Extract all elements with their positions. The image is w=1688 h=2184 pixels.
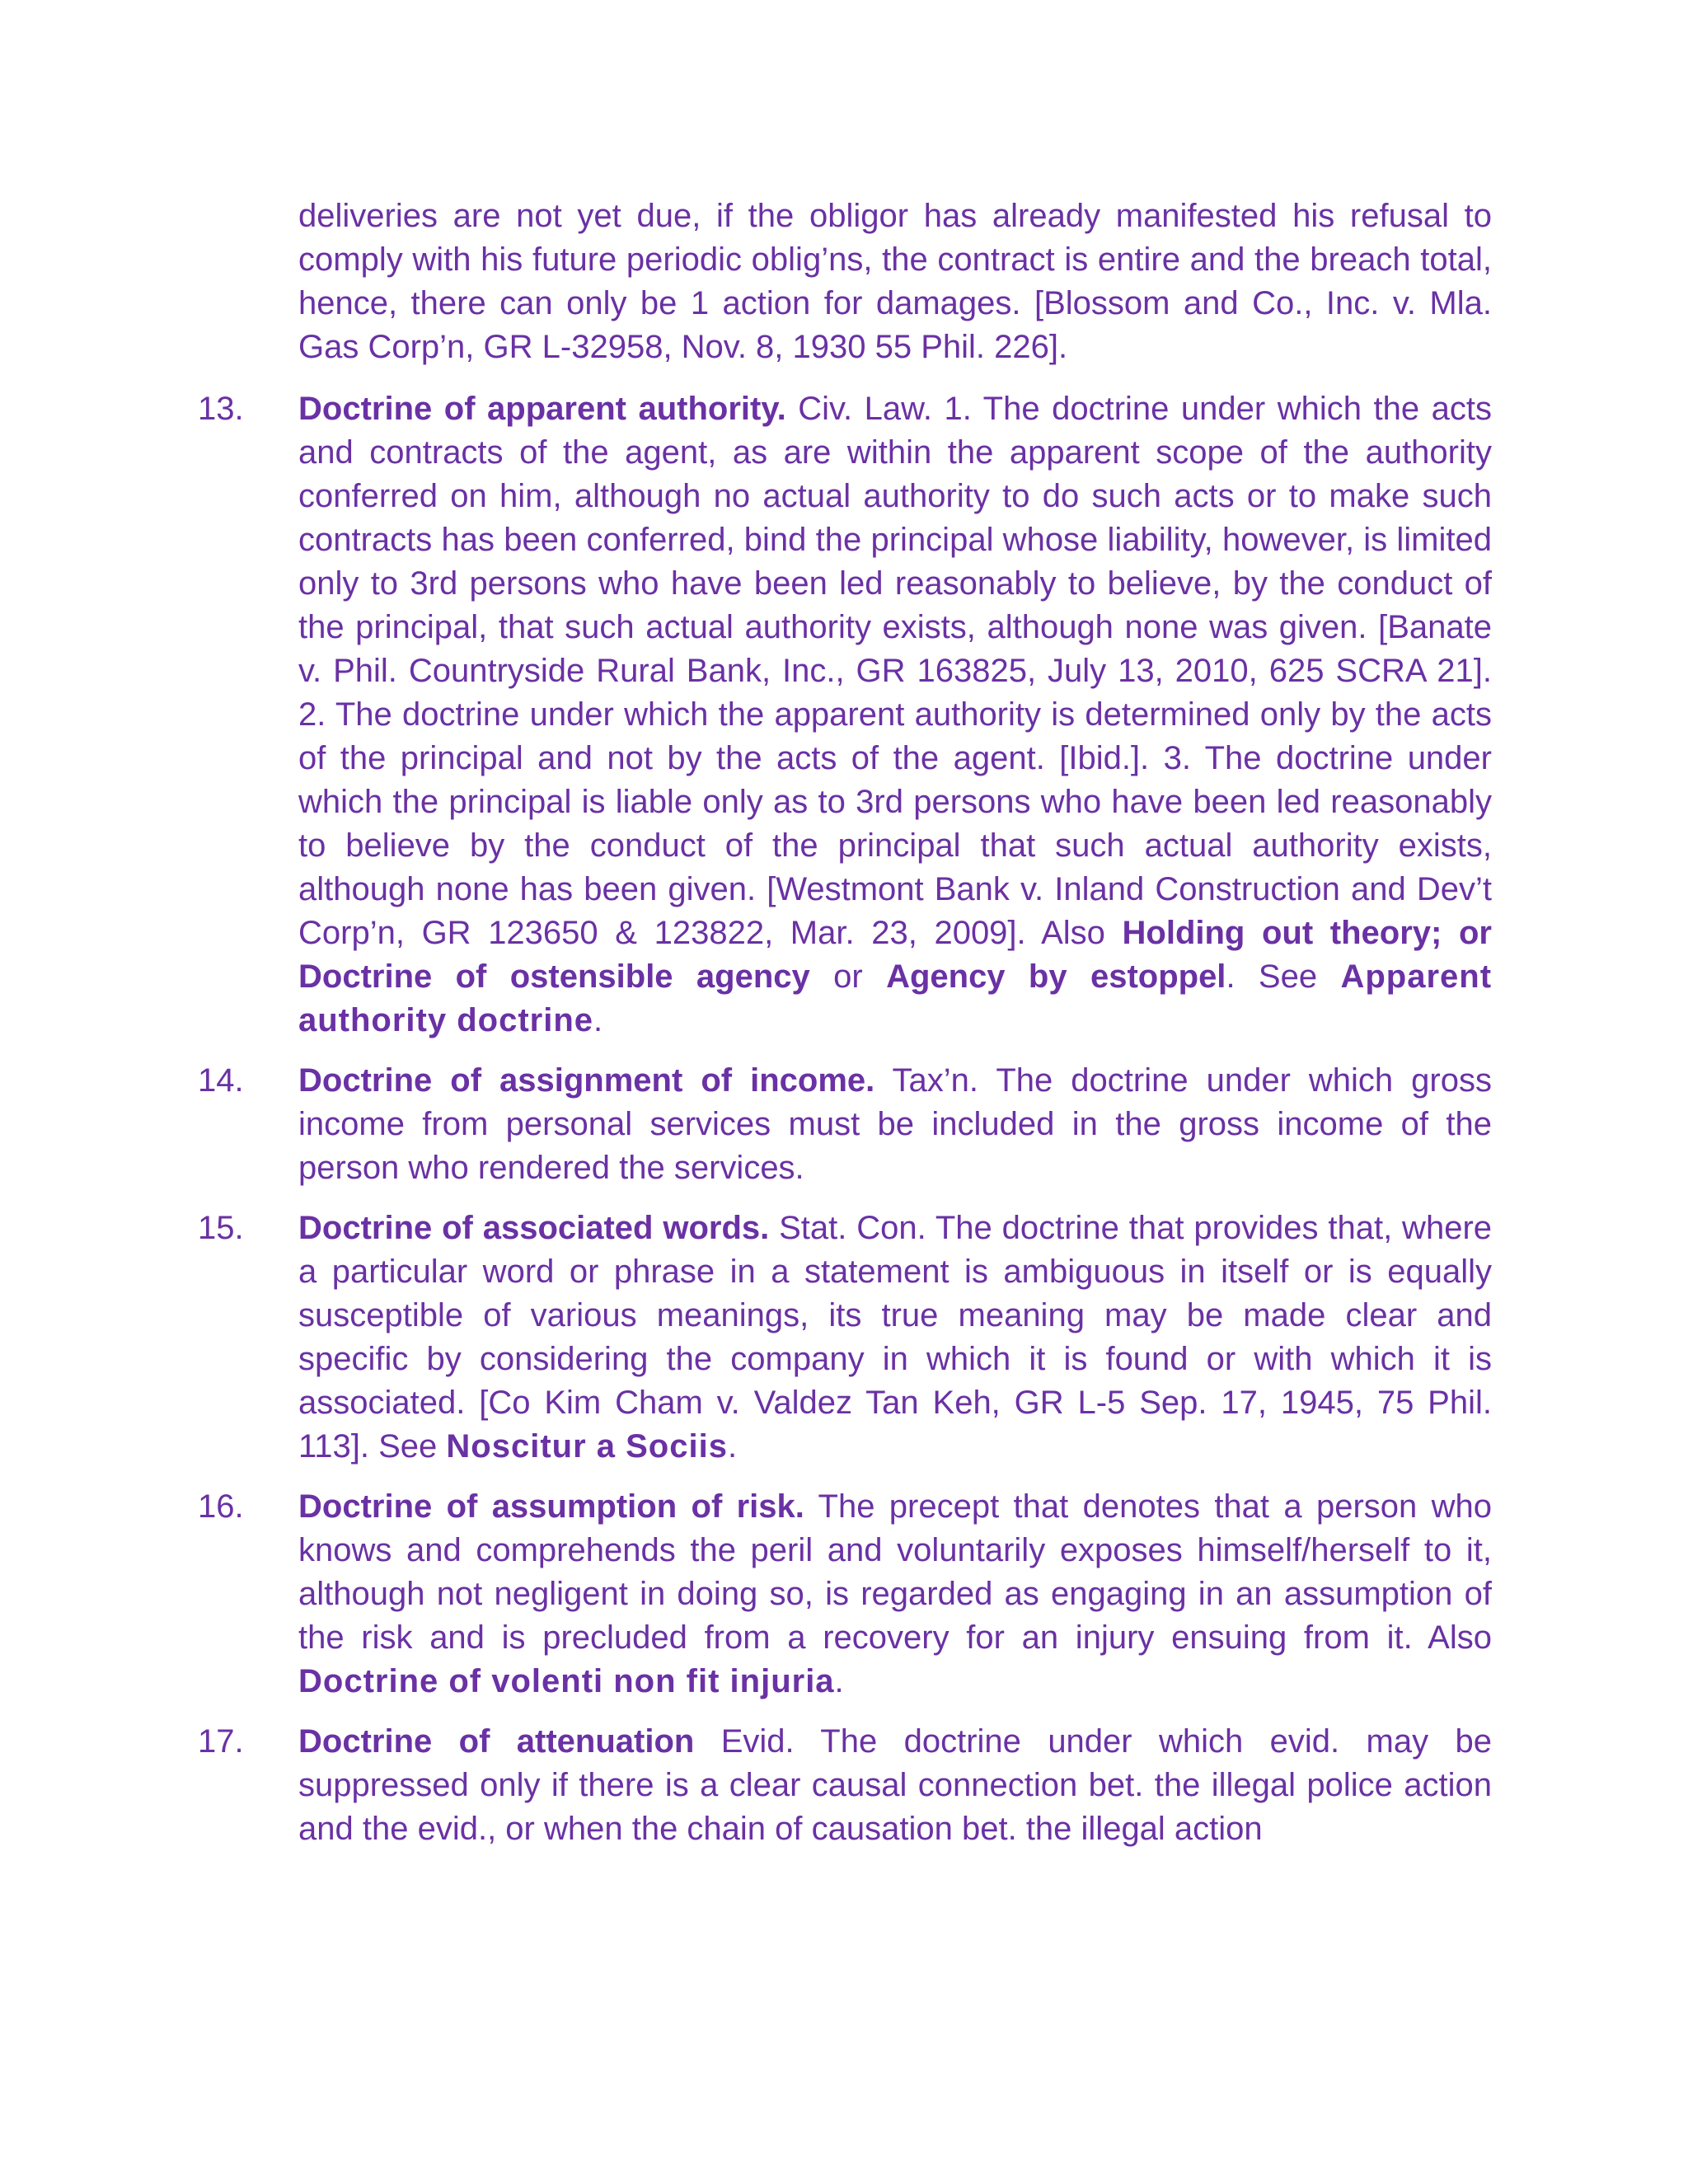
also-term-holding-out: Holding out theory; or Doctrine of ostensible agency [298,915,1492,995]
end-punct: . [593,1002,603,1038]
entry-16 [198,1485,1492,1704]
entry-body: Evid. The doctrine under which evid. may be suppressed only if there is a clear causal connection bet. the illegal police action and the evid., or when the chain of causation bet. the illegal action [298,1723,1492,1847]
entry-body: Stat. Con. The doctrine that provides that, where a particular word or phrase in a statement is ambiguous in itself or is equally susceptible of various meanings, its true meaning may be made clear and specific by considering the company in which it is found or with which it is associated. [Co Kim Cham v. Valdez Tan Keh, GR L-5 Sep. 17, 1945, 75 Phil. 113]. See [298,1210,1493,1465]
end-punct: . [834,1663,844,1699]
end-punct: . [727,1428,738,1465]
entry-number: 13. [198,391,244,427]
entry-term: Doctrine of apparent authority. [298,391,786,427]
connector-or: or [809,958,887,995]
see-term-apparent-authority: Apparent authority doctrine [298,958,1493,1038]
entry-term: Doctrine of assignment of income. [298,1062,875,1099]
entry-term: Doctrine of associated words. [298,1210,770,1246]
entry-13 [198,387,1492,1043]
entry-17 [198,1720,1492,1851]
see-term-volenti: Doctrine of volenti non fit injuria [298,1663,835,1699]
document-body [198,194,1492,1868]
entry-body: The precept that denotes that a person who knows and comprehends the peril and voluntarily exposes himself/herself to it, although not negligent in doing so, is regarded as engaging in an assumption of the risk and is precluded from a recovery for an injury ensuing from it. Also [298,1488,1492,1656]
continuation-text: deliveries are not yet due, if the obligor has already manifested his refusal to comply with his future periodic oblig’ns, the contract is entire and the breach total, hence, there can only be 1 action for damages. [Blossom and Co., Inc. v. Mla. Gas Corp’n, GR L-32958, Nov. 8, 1930 55 Phil. 226]. [298,198,1492,365]
entry-number: 15. [198,1210,244,1246]
connector-see: . See [1226,958,1341,995]
continuation-paragraph [198,194,1492,369]
entry-term: Doctrine of assumption of risk. [298,1488,804,1525]
entry-term: Doctrine of attenuation [298,1723,695,1760]
also-term-agency-by-estoppel: Agency by estoppel [886,958,1226,995]
entry-number: 17. [198,1723,244,1760]
entry-body: Civ. Law. 1. The doctrine under which the acts and contracts of the agent, as are within the apparent scope of the authority conferred on him, although no actual authority to do such acts or to make such contracts has been conferred, bind the principal whose liability, however, is limited only to 3rd persons who have been led reasonably to believe, by the conduct of the principal, that such actual authority exists, although none was given. [Banate v. Phil. Countryside Rural Bank, Inc., GR 163825, July 13, 2010, 625 SCRA 21]. 2. The doctrine under which the apparent authority is determined only by the acts of the principal and not by the acts of the agent. [Ibid.]. 3. The doctrine under which the principal is liable only as to 3rd persons who have been led reasonably to believe by the conduct of the principal that such actual authority exists, although none has been given. [Westmont Bank v. Inland Construction and Dev’t Corp’n, GR 123650 & 123822, Mar. 23, 2009]. Also [298,391,1492,951]
see-term-noscitur: Noscitur a Sociis [446,1428,728,1465]
entry-body: Tax’n. The doctrine under which gross income from personal services must be included in the gross income of the person who rendered the services. [298,1062,1492,1186]
entry-number: 14. [198,1062,244,1099]
entry-15 [198,1207,1492,1469]
entry-number: 16. [198,1488,244,1525]
entry-14 [198,1059,1492,1190]
